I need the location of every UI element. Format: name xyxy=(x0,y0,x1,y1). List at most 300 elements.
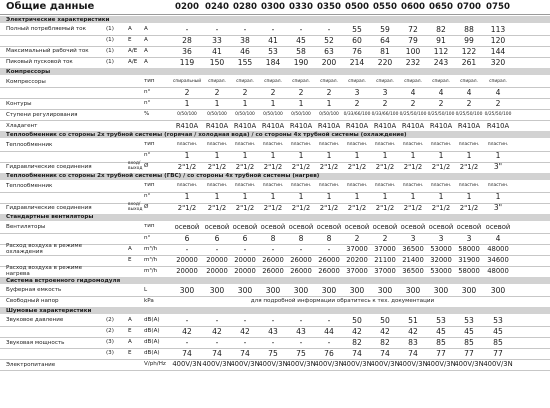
row-unit: тип xyxy=(144,182,155,189)
model-header: 0700 xyxy=(457,1,481,12)
value-cell: 400V/3N xyxy=(398,360,428,369)
value-cell: 1 xyxy=(242,192,248,202)
value-cell: 50 xyxy=(352,315,362,325)
row-unit: m³/h xyxy=(144,267,158,274)
value-cell: 400V/3N xyxy=(258,360,288,369)
row-label: Расход воздуха в режиме охлаждения xyxy=(6,242,83,256)
row-unit: dB(A) xyxy=(144,349,160,356)
value-cell: 2"1/2 xyxy=(375,203,395,212)
value-cell: 42 xyxy=(352,326,362,336)
value-cell: 1 xyxy=(438,192,444,202)
value-cell: 74 xyxy=(408,348,418,358)
value-cell: 53 xyxy=(268,46,278,56)
value-cell: 0/50/100 xyxy=(207,111,227,117)
table-header xyxy=(0,0,550,14)
model-header: 0750 xyxy=(486,1,510,12)
value-cell: 2"1/2 xyxy=(459,203,479,212)
value-cell: 2 xyxy=(354,99,360,109)
row-note: (1) xyxy=(106,58,114,65)
value-cell: 26000 xyxy=(262,267,284,276)
table-row xyxy=(0,203,550,214)
value-cell: 58000 xyxy=(458,267,480,276)
value-cell: 21400 xyxy=(402,256,424,265)
value-cell: 0/25/50/100 xyxy=(427,111,455,117)
value-cell: 20000 xyxy=(206,267,228,276)
value-cell: - xyxy=(215,24,219,34)
table-row xyxy=(0,35,550,46)
section-title: Компрессоры xyxy=(6,68,51,75)
value-cell: 1 xyxy=(466,151,472,161)
value-cell: 20000 xyxy=(234,267,256,276)
section-title: Теплообменник со стороны 2х трубной системы (ГВС) / со стороны 4х трубной системы (нагрев) xyxy=(6,173,320,180)
value-cell: 2 xyxy=(184,87,190,97)
value-cell: 3 xyxy=(354,87,360,97)
value-cell: 21100 xyxy=(374,256,396,265)
value-cell: 36500 xyxy=(402,267,424,276)
value-cell: 1 xyxy=(298,151,304,161)
value-cell: 2"1/2 xyxy=(375,162,395,171)
model-header: 0240 xyxy=(205,1,229,12)
value-cell: 1 xyxy=(438,151,444,161)
row-unit: n° xyxy=(144,152,151,159)
row-unit: dB(A) xyxy=(144,338,160,345)
value-cell: 79 xyxy=(408,35,418,45)
value-cell: - xyxy=(271,315,275,325)
value-cell: 0/33/66/100 xyxy=(371,111,399,117)
row-note: (1) xyxy=(106,47,114,54)
value-cell: 32000 xyxy=(430,256,452,265)
value-cell: 38 xyxy=(240,35,250,45)
model-header: 0500 xyxy=(345,1,369,12)
value-cell: 1 xyxy=(326,192,332,202)
value-cell: 2 xyxy=(298,87,304,97)
value-cell: 3" xyxy=(493,203,503,213)
row-label: Электропитание xyxy=(6,361,56,368)
value-cell: 400V/3N xyxy=(286,360,316,369)
value-cell: 232 xyxy=(405,57,421,67)
value-cell: 300 xyxy=(433,285,449,295)
value-cell: 76 xyxy=(352,46,362,56)
value-cell: 72 xyxy=(408,24,418,34)
value-cell: пластин. xyxy=(318,141,340,147)
value-cell: 2 xyxy=(214,87,220,97)
value-cell: 1 xyxy=(410,192,416,202)
value-cell: спирал. xyxy=(236,78,254,84)
value-cell: - xyxy=(327,24,331,34)
value-cell: 1 xyxy=(270,99,276,109)
value-cell: 220 xyxy=(377,57,393,67)
table-row xyxy=(0,109,550,120)
value-cell: 8 xyxy=(326,233,332,243)
value-cell: пластин. xyxy=(402,182,424,188)
value-cell: 119 xyxy=(179,57,195,67)
value-cell: 2"1/2 xyxy=(319,203,339,212)
value-cell: 53 xyxy=(464,315,474,325)
value-cell: 2 xyxy=(354,233,360,243)
value-cell: 37000 xyxy=(374,267,396,276)
value-cell: пластин. xyxy=(290,182,312,188)
value-cell: 45 xyxy=(493,326,503,336)
value-cell: 0/50/100 xyxy=(177,111,197,117)
value-cell: 2 xyxy=(270,87,276,97)
value-cell: 112 xyxy=(433,46,449,56)
value-cell: 1 xyxy=(184,151,190,161)
value-cell: 42 xyxy=(408,326,418,336)
value-cell: 48000 xyxy=(487,244,509,253)
section-title: Система встроенного гидромодуля xyxy=(6,277,121,284)
value-cell: 4 xyxy=(495,87,501,97)
row-unit: Ø xyxy=(144,163,149,170)
value-cell: 1 xyxy=(495,151,501,161)
table-row xyxy=(0,266,550,277)
value-cell: 400V/3N xyxy=(454,360,484,369)
row-unit: тип xyxy=(144,223,155,230)
value-cell: 2 xyxy=(438,99,444,109)
value-cell: 74 xyxy=(182,348,192,358)
row-label: Гидравлические соединения xyxy=(6,163,92,170)
table-row xyxy=(0,98,550,109)
row-mode: E xyxy=(128,349,132,356)
value-cell: R410A xyxy=(317,121,341,130)
value-cell: - xyxy=(243,24,247,34)
table-row xyxy=(0,192,550,203)
value-cell: R410A xyxy=(233,121,257,130)
value-cell: осевой xyxy=(400,222,426,231)
value-cell: - xyxy=(185,24,189,34)
value-cell: 1 xyxy=(242,151,248,161)
value-cell: спирал. xyxy=(489,78,507,84)
value-cell: 76 xyxy=(324,348,334,358)
section-band xyxy=(0,68,550,75)
value-cell: 2"1/2 xyxy=(207,203,227,212)
value-cell: 59 xyxy=(380,24,390,34)
table-row xyxy=(0,359,550,370)
value-cell: 37000 xyxy=(374,244,396,253)
value-cell: 300 xyxy=(461,285,477,295)
section-band xyxy=(0,214,550,221)
section-band xyxy=(0,16,550,23)
section-title: Шумовые характеристики xyxy=(6,307,92,314)
value-cell: 45 xyxy=(464,326,474,336)
value-cell: 300 xyxy=(405,285,421,295)
value-cell: 3 xyxy=(466,233,472,243)
value-cell: 51 xyxy=(408,315,418,325)
value-cell: R410A xyxy=(486,121,510,130)
value-cell: R410A xyxy=(289,121,313,130)
value-cell: 400V/3N xyxy=(342,360,372,369)
value-cell: осевой xyxy=(288,222,314,231)
value-cell: спирал. xyxy=(432,78,450,84)
value-cell: 2"1/2 xyxy=(235,162,255,171)
value-cell: 1 xyxy=(354,151,360,161)
value-cell: 144 xyxy=(490,46,506,56)
row-unit: dB(A) xyxy=(144,316,160,323)
value-cell: 1 xyxy=(410,151,416,161)
value-cell: пластин. xyxy=(262,182,284,188)
row-label: Звуковое давление xyxy=(6,317,64,324)
value-cell: 1 xyxy=(242,99,248,109)
row-unit: % xyxy=(144,111,150,118)
row-unit: тип xyxy=(144,141,155,148)
value-cell: 1 xyxy=(382,192,388,202)
value-cell: 26000 xyxy=(318,256,340,265)
value-cell: 2 xyxy=(326,87,332,97)
model-header: 0330 xyxy=(289,1,313,12)
table-row xyxy=(0,139,550,150)
value-cell: R410A xyxy=(205,121,229,130)
row-label: Свободный напор xyxy=(6,298,59,305)
value-cell: 2 xyxy=(382,233,388,243)
value-cell: спирал. xyxy=(460,78,478,84)
value-cell: 0/50/100 xyxy=(263,111,283,117)
row-label: Компрессоры xyxy=(6,78,46,85)
value-cell: R410A xyxy=(261,121,285,130)
value-cell: 53 xyxy=(436,315,446,325)
value-cell: 31900 xyxy=(458,256,480,265)
value-cell: пластин. xyxy=(458,182,480,188)
value-cell: 400V/3N xyxy=(230,360,260,369)
value-cell: пластин. xyxy=(176,141,198,147)
model-header: 0650 xyxy=(429,1,453,12)
row-mode: вход/ выход xyxy=(128,161,143,172)
value-cell: пластин. xyxy=(346,182,368,188)
value-cell: пластин. xyxy=(206,141,228,147)
section-title: Теплообменник со стороны 2х трубной системы (горячая / холодная вода) / со стороны 4х трубной системы (охлаждение) xyxy=(6,131,407,138)
table-title: Общие данные xyxy=(6,1,95,12)
row-unit: L xyxy=(144,286,148,293)
value-cell: 82 xyxy=(436,24,446,34)
value-cell: 82 xyxy=(352,337,362,347)
model-header: 0350 xyxy=(317,1,341,12)
value-cell: 45 xyxy=(436,326,446,336)
value-cell: 55 xyxy=(352,24,362,34)
table-row xyxy=(0,46,550,57)
value-cell: 122 xyxy=(461,46,477,56)
value-cell: 88 xyxy=(464,24,474,34)
value-cell: пластин. xyxy=(206,182,228,188)
row-label: Хладагент xyxy=(6,122,38,129)
value-cell: осевой xyxy=(485,222,511,231)
value-cell: пластин. xyxy=(487,141,509,147)
value-cell: - xyxy=(215,244,219,254)
value-cell: 2 xyxy=(495,99,501,109)
value-cell: 6 xyxy=(242,233,248,243)
value-cell: - xyxy=(271,244,275,254)
value-cell: 300 xyxy=(179,285,195,295)
table-row xyxy=(0,285,550,296)
value-cell: 8 xyxy=(270,233,276,243)
row-unit: A xyxy=(144,47,148,54)
value-cell: R410A xyxy=(401,121,425,130)
row-mode: A xyxy=(128,316,132,323)
value-cell: пластин. xyxy=(176,182,198,188)
value-cell: 0/50/100 xyxy=(235,111,255,117)
value-cell: 53 xyxy=(493,315,503,325)
value-cell: R410A xyxy=(457,121,481,130)
table-row xyxy=(0,120,550,131)
row-unit: dB(A) xyxy=(144,327,160,334)
value-cell: 50 xyxy=(380,315,390,325)
value-cell: 0/25/50/100 xyxy=(484,111,512,117)
value-cell: осевой xyxy=(260,222,286,231)
value-cell: 2"1/2 xyxy=(347,162,367,171)
value-cell: 63 xyxy=(324,46,334,56)
value-cell: 26000 xyxy=(318,267,340,276)
table-row xyxy=(0,326,550,337)
value-cell: 43 xyxy=(296,326,306,336)
value-cell: 58 xyxy=(296,46,306,56)
table-row xyxy=(0,151,550,162)
value-cell: спирал. xyxy=(320,78,338,84)
model-header: 0300 xyxy=(261,1,285,12)
value-cell: 74 xyxy=(240,348,250,358)
value-cell: 184 xyxy=(265,57,281,67)
value-cell: 0/25/50/100 xyxy=(455,111,483,117)
value-cell: пластин. xyxy=(262,141,284,147)
value-cell: 6 xyxy=(184,233,190,243)
section-band xyxy=(0,173,550,180)
value-cell: 2"1/2 xyxy=(347,203,367,212)
value-cell: 1 xyxy=(466,192,472,202)
value-cell: - xyxy=(327,337,331,347)
value-cell: осевой xyxy=(372,222,398,231)
value-cell: 300 xyxy=(377,285,393,295)
row-divider xyxy=(0,370,550,371)
value-cell: 41 xyxy=(268,35,278,45)
value-cell: пластин. xyxy=(458,141,480,147)
value-cell: 28 xyxy=(182,35,192,45)
value-cell: 400V/3N xyxy=(202,360,232,369)
row-unit: n° xyxy=(144,234,151,241)
value-cell: 2"1/2 xyxy=(235,203,255,212)
value-cell: - xyxy=(299,337,303,347)
row-label: Теплообменник xyxy=(6,141,53,148)
value-cell: - xyxy=(327,244,331,254)
value-cell: - xyxy=(243,337,247,347)
section-band xyxy=(0,131,550,138)
value-cell: 2"1/2 xyxy=(207,162,227,171)
value-cell: 1 xyxy=(298,192,304,202)
value-cell: 26000 xyxy=(290,256,312,265)
value-cell: 1 xyxy=(214,151,220,161)
value-cell: пластин. xyxy=(234,141,256,147)
value-cell: 113 xyxy=(490,24,506,34)
value-cell: пластин. xyxy=(374,182,396,188)
value-cell: 20000 xyxy=(176,256,198,265)
value-cell: 1 xyxy=(298,99,304,109)
value-cell: - xyxy=(299,244,303,254)
value-cell: 20000 xyxy=(234,256,256,265)
value-cell: 1 xyxy=(326,99,332,109)
row-mode: A xyxy=(128,245,132,252)
row-label: Гидравлические соединения xyxy=(6,205,92,211)
value-cell: 42 xyxy=(182,326,192,336)
table-row xyxy=(0,57,550,68)
value-cell: 36 xyxy=(182,46,192,56)
value-cell: - xyxy=(243,244,247,254)
value-cell: 82 xyxy=(380,337,390,347)
value-cell: пластин. xyxy=(318,182,340,188)
table-row xyxy=(0,222,550,233)
value-cell: R410A xyxy=(373,121,397,130)
model-header: 0200 xyxy=(175,1,199,12)
value-cell: 300 xyxy=(293,285,309,295)
value-cell: пластин. xyxy=(234,182,256,188)
table-row xyxy=(0,87,550,98)
value-cell: 60 xyxy=(352,35,362,45)
value-cell: 1 xyxy=(184,99,190,109)
row-note: (2) xyxy=(106,316,114,323)
value-cell: пластин. xyxy=(290,141,312,147)
table-row xyxy=(0,76,550,87)
value-cell: 43 xyxy=(268,326,278,336)
value-cell: 300 xyxy=(321,285,337,295)
value-cell: 100 xyxy=(405,46,421,56)
value-cell: - xyxy=(327,315,331,325)
value-cell: 2"1/2 xyxy=(291,203,311,212)
row-mode: E xyxy=(128,256,132,263)
row-span-note: для подробной информации обратитесь к тех. документации xyxy=(250,297,435,304)
value-cell: 300 xyxy=(490,285,506,295)
value-cell: пластин. xyxy=(487,182,509,188)
value-cell: 52 xyxy=(324,35,334,45)
value-cell: 2"1/2 xyxy=(263,203,283,212)
table-row xyxy=(0,24,550,35)
table-row xyxy=(0,244,550,255)
value-cell: - xyxy=(271,24,275,34)
value-cell: 2 xyxy=(382,99,388,109)
value-cell: спирал. xyxy=(348,78,366,84)
value-cell: - xyxy=(271,337,275,347)
value-cell: 77 xyxy=(493,348,503,358)
value-cell: - xyxy=(243,315,247,325)
value-cell: осевой xyxy=(456,222,482,231)
value-cell: 200 xyxy=(321,57,337,67)
value-cell: 320 xyxy=(490,57,506,67)
value-cell: спирал. xyxy=(208,78,226,84)
value-cell: 150 xyxy=(209,57,225,67)
value-cell: 77 xyxy=(464,348,474,358)
value-cell: спирал. xyxy=(264,78,282,84)
table-row xyxy=(0,296,550,307)
value-cell: 3" xyxy=(493,162,503,172)
row-unit: n° xyxy=(144,100,151,107)
value-cell: 2"1/2 xyxy=(177,162,197,171)
model-header: 0600 xyxy=(401,1,425,12)
value-cell: 300 xyxy=(349,285,365,295)
value-cell: 261 xyxy=(461,57,477,67)
value-cell: - xyxy=(215,337,219,347)
row-mode: E xyxy=(128,327,132,334)
value-cell: 58000 xyxy=(458,244,480,253)
value-cell: 36500 xyxy=(402,244,424,253)
row-note: (1) xyxy=(106,25,114,32)
row-unit: A xyxy=(144,25,148,32)
value-cell: 1 xyxy=(382,151,388,161)
row-mode: A xyxy=(128,25,132,32)
value-cell: осевой xyxy=(316,222,342,231)
value-cell: 2 xyxy=(410,99,416,109)
value-cell: 48000 xyxy=(487,267,509,276)
row-label: Ступени регулирования xyxy=(6,111,78,118)
row-label: Пиковый пусковой ток xyxy=(6,59,73,66)
value-cell: 400V/3N xyxy=(426,360,456,369)
value-cell: 4 xyxy=(410,87,416,97)
value-cell: 64 xyxy=(380,35,390,45)
value-cell: 2"1/2 xyxy=(177,203,197,212)
value-cell: 400V/3N xyxy=(314,360,344,369)
value-cell: пластин. xyxy=(402,141,424,147)
